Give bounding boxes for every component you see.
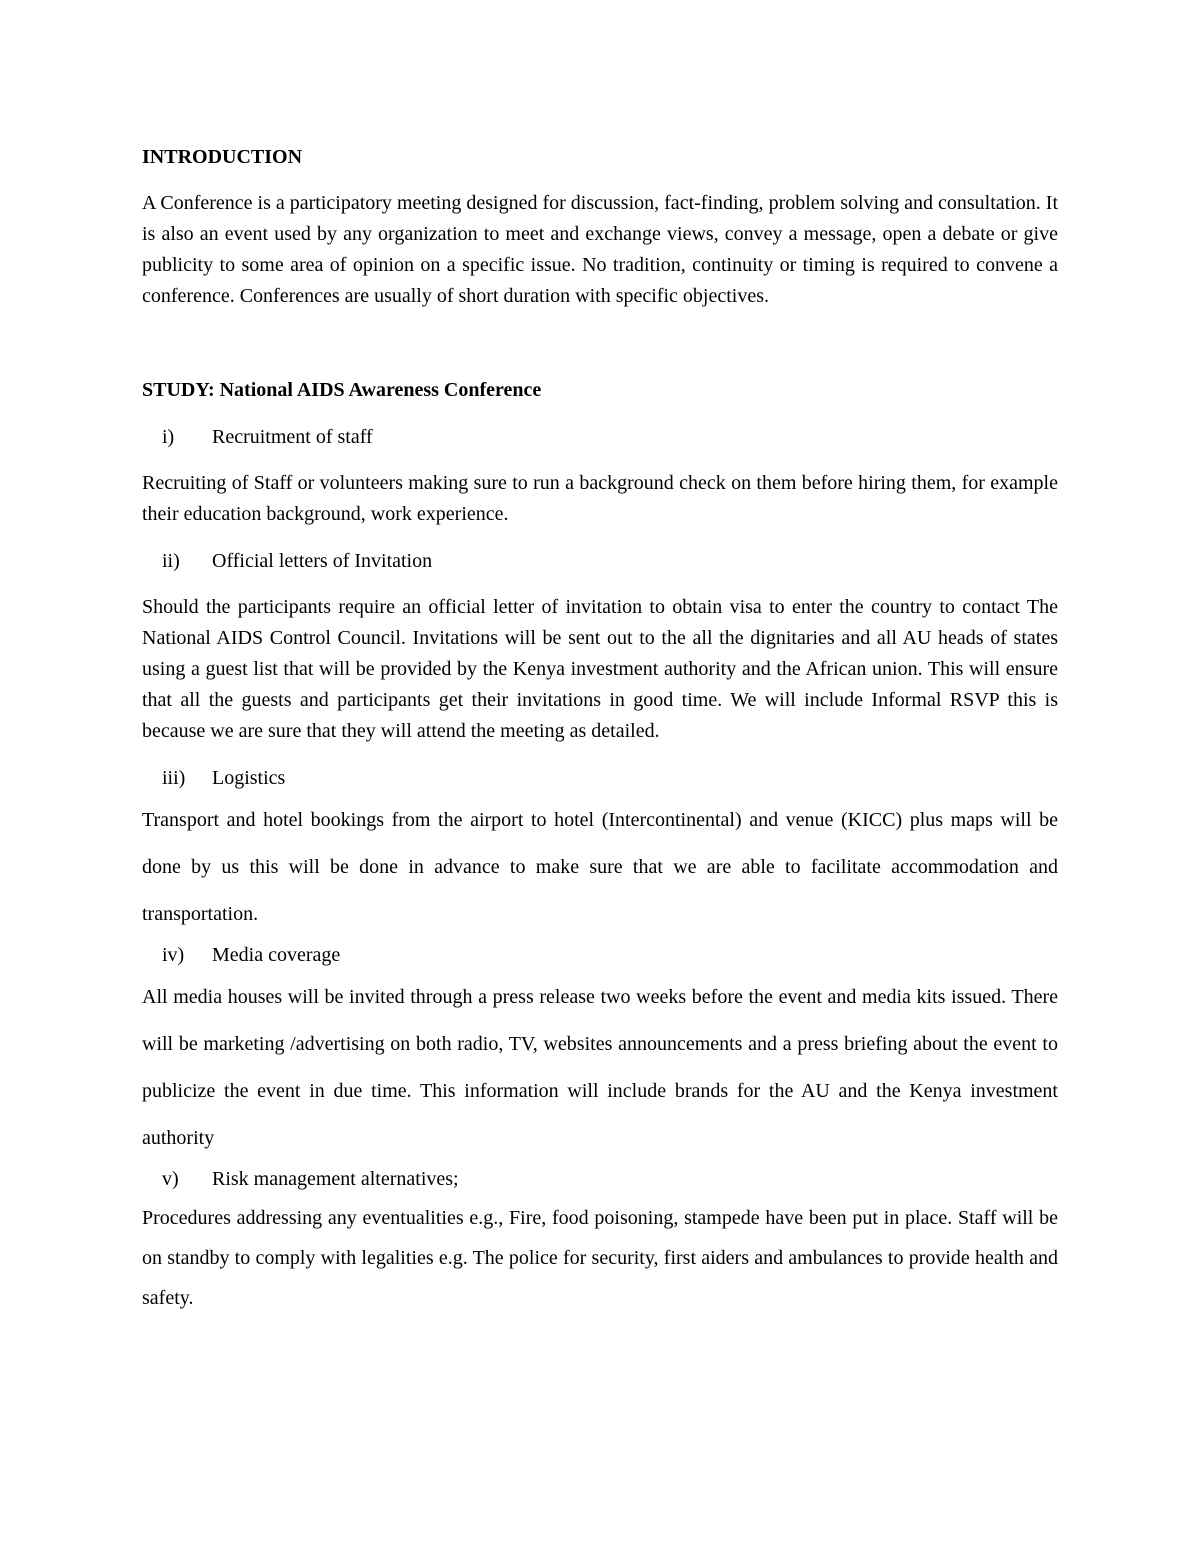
section-title: Media coverage: [212, 944, 341, 966]
list-marker: iv): [162, 944, 185, 966]
section-risk-title: [142, 1164, 1058, 1194]
section-risk-body: Procedures addressing any eventualities e.g., Fire, food poisoning, stampede have been put in place. Staff will be on standby to comply with legalities e.g. The police for security, first aiders and ambulances to provide health and safety.: [142, 1207, 1058, 1309]
section-title: Logistics: [212, 767, 286, 789]
section-invitation-body: Should the participants require an official letter of invitation to obtain visa to enter the country to contact The National AIDS Control Council. Invitations will be sent out to the all the dignitaries and all AU heads of states using a guest list that will be provided by the Kenya investment authority and the African union. This will ensure that all the guests and participants get their invitations in good time. We will include Informal RSVP this is because we are sure that they will attend the meeting as detailed.: [142, 596, 1058, 742]
list-marker: v): [162, 1168, 179, 1190]
section-logistics-title: [142, 763, 1058, 793]
section-title: Risk management alternatives;: [212, 1168, 459, 1190]
list-marker: ii): [162, 550, 180, 572]
study-heading: STUDY: National AIDS Awareness Conference: [142, 379, 542, 401]
section-invitation-title: [142, 546, 1058, 576]
section-title: Official letters of Invitation: [212, 550, 433, 572]
section-media-title: [142, 940, 1058, 970]
section-recruitment-title: [142, 422, 1058, 452]
section-title: Recruitment of staff: [212, 426, 373, 448]
section-media-body: All media houses will be invited through a press release two weeks before the event and media kits issued. There will be marketing /advertising on both radio, TV, websites announcements and a press briefing about the event to publicize the event in due time. This information will include brands for the AU and the Kenya investment authority: [142, 986, 1058, 1149]
section-recruitment-body: Recruiting of Staff or volunteers making sure to run a background check on them before hiring them, for example their education background, work experience.: [142, 472, 1058, 525]
introduction-paragraph: A Conference is a participatory meeting designed for discussion, fact-finding, problem solving and consultation. It is also an event used by any organization to meet and exchange views, convey a message, open a debate or give publicity to some area of opinion on a specific issue. No tradition, continuity or timing is required to convene a conference. Conferences are usually of short duration with specific objectives.: [142, 192, 1058, 307]
introduction-heading: INTRODUCTION: [142, 146, 303, 168]
list-marker: iii): [162, 767, 186, 789]
document-content: [142, 142, 1058, 1318]
list-marker: i): [162, 426, 175, 448]
section-logistics-body: Transport and hotel bookings from the airport to hotel (Intercontinental) and venue (KICC) plus maps will be done by us this will be done in advance to make sure that we are able to facilitate accommodation and transportation.: [142, 809, 1058, 925]
